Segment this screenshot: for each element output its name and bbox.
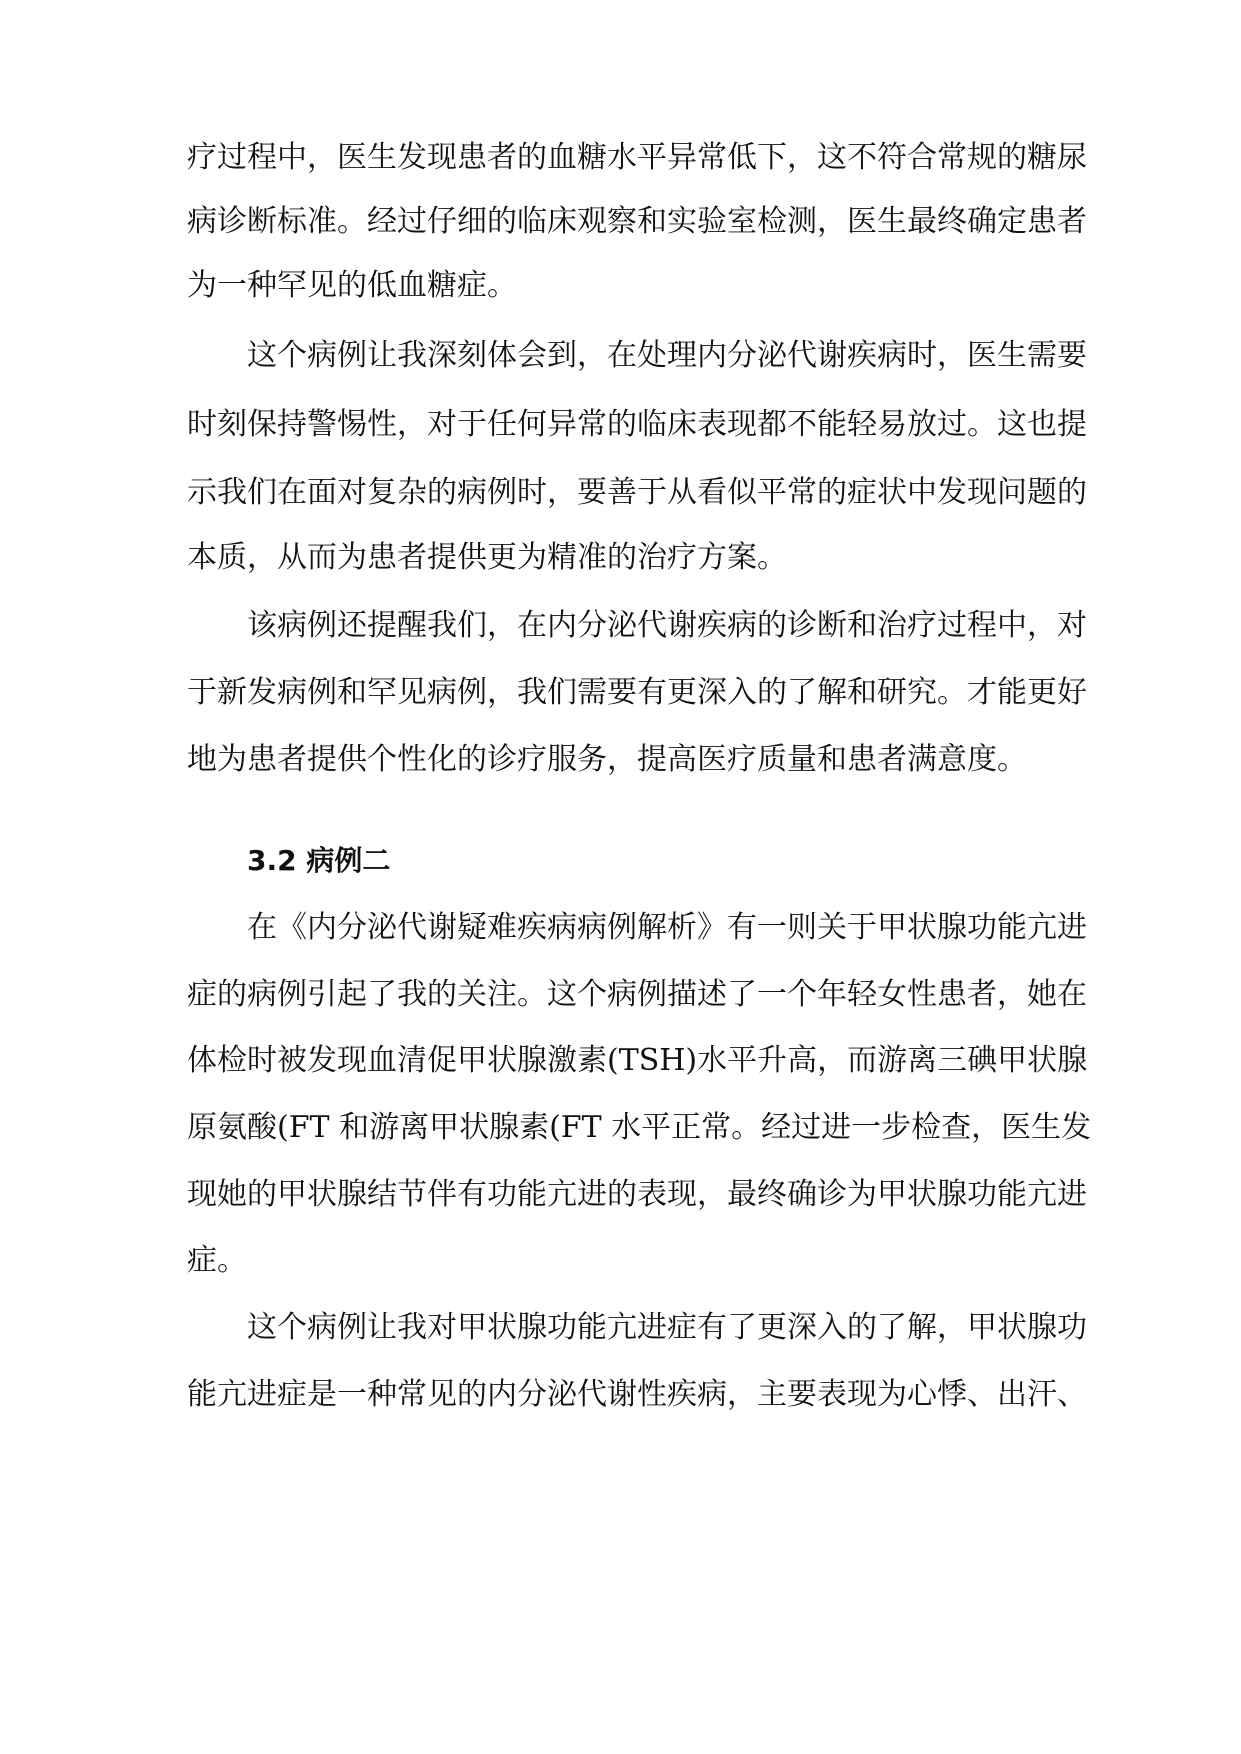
paragraph-5-line-1: 这个病例让我对甲状腺功能亢进症有了更深入的了解，甲状腺功 <box>247 1310 1087 1345</box>
paragraph-1-line-1: 疗过程中，医生发现患者的血糖水平异常低下，这不符合常规的糖尿 <box>187 140 1087 175</box>
paragraph-2-line-3: 示我们在面对复杂的病例时，要善于从看似平常的症状中发现问题的 <box>187 475 1087 510</box>
paragraph-4-line-1: 在《内分泌代谢疑难疾病病例解析》有一则关于甲状腺功能亢进 <box>247 910 1087 945</box>
paragraph-1-line-2: 病诊断标准。经过仔细的临床观察和实验室检测，医生最终确定患者 <box>187 204 1087 239</box>
paragraph-4-line-4: 原氨酸(FT 和游离甲状腺素(FT 水平正常。经过进一步检查，医生发 <box>187 1110 1092 1145</box>
paragraph-2-line-2: 时刻保持警惕性，对于任何异常的临床表现都不能轻易放过。这也提 <box>187 407 1087 442</box>
paragraph-4-line-2: 症的病例引起了我的关注。这个病例描述了一个年轻女性患者，她在 <box>187 977 1087 1012</box>
paragraph-5-line-2: 能亢进症是一种常见的内分泌代谢性疾病，主要表现为心悸、出汗、 <box>187 1377 1087 1412</box>
paragraph-3-line-2: 于新发病例和罕见病例，我们需要有更深入的了解和研究。才能更好 <box>187 675 1087 710</box>
paragraph-3-line-3: 地为患者提供个性化的诊疗服务，提高医疗质量和患者满意度。 <box>187 742 1027 777</box>
paragraph-2-line-4: 本质，从而为患者提供更为精准的治疗方案。 <box>187 540 787 575</box>
section-heading: 3.2 病例二 <box>247 844 391 877</box>
paragraph-1-line-3: 为一种罕见的低血糖症。 <box>187 268 517 303</box>
paragraph-4-line-3: 体检时被发现血清促甲状腺激素(TSH)水平升高，而游离三碘甲状腺 <box>187 1043 1088 1078</box>
paragraph-4-line-6: 症。 <box>187 1243 247 1278</box>
paragraph-2-line-1: 这个病例让我深刻体会到，在处理内分泌代谢疾病时，医生需要 <box>247 338 1087 373</box>
paragraph-3-line-1: 该病例还提醒我们，在内分泌代谢疾病的诊断和治疗过程中，对 <box>247 608 1087 643</box>
paragraph-4-line-5: 现她的甲状腺结节伴有功能亢进的表现，最终确诊为甲状腺功能亢进 <box>187 1177 1087 1212</box>
